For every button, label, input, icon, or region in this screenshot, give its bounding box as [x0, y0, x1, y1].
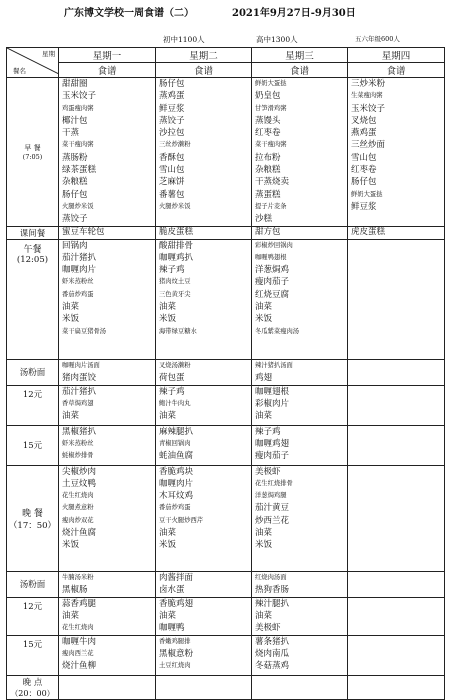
sub-header-wed: 食谱 — [252, 63, 348, 78]
dish-item: 油菜 — [62, 302, 80, 313]
dish-item: 红烧肉汤面 — [255, 573, 287, 581]
dish-item: 香脆鸡块 — [159, 466, 194, 477]
dinner-15-label: 15元 — [7, 635, 59, 675]
dish-item: 土豆红烧肉 — [159, 662, 191, 670]
dinner-soup-thu — [348, 571, 445, 597]
dish-item: 菜干扁豆猪骨汤 — [62, 327, 107, 335]
dinner-thu — [348, 465, 445, 571]
dish-item: 番茄炒鸡蛋 — [159, 504, 191, 512]
dish-item: 洋葱焗鸡腿 — [255, 492, 287, 500]
dinner-soup-tue — [156, 571, 252, 597]
snack-mon: 蜜豆车轮包 — [59, 226, 156, 239]
lunch-12-row — [7, 385, 445, 425]
breakfast-time: (7:05) — [22, 152, 43, 161]
dinner-label — [7, 465, 59, 571]
dish-item: 酸甜排骨 — [159, 240, 194, 251]
dish-item: 冬菇蒸鸡 — [255, 661, 290, 672]
dish-item: 猪肉炆土豆 — [159, 278, 191, 286]
dish-item: 叉烧汤濑粉 — [159, 361, 191, 369]
dish-item: 咖喱牛肉 — [62, 636, 97, 647]
day-wed: 星期三 — [252, 48, 348, 63]
breakfast-thu — [348, 78, 445, 227]
lunch-soup-label: 汤粉面 — [7, 359, 59, 385]
dinner-soup-row — [7, 571, 445, 597]
lunch-15-mon — [59, 425, 156, 465]
dish-item: 生菜瘦肉粥 — [351, 92, 383, 100]
dinner-15-mon — [59, 635, 156, 675]
dish-item: 油菜 — [159, 302, 177, 313]
dish-item: 虾米蒸粉丝 — [62, 439, 94, 447]
dish-item: 牛腩汤米粉 — [62, 573, 94, 581]
dish-item: 米饭 — [62, 540, 80, 551]
dish-item: 薯条猪扒 — [255, 636, 290, 647]
dish-item: 杂粮糕 — [62, 177, 88, 188]
dish-item: 花生红烧排骨 — [255, 479, 293, 487]
dish-item: 油菜 — [159, 411, 177, 422]
dish-item: 香草焗鸡翅 — [62, 399, 94, 407]
dish-item: 提子片麦条 — [255, 202, 287, 210]
dish-item: 蒸蛋糕 — [255, 189, 281, 200]
lunch-15-thu — [348, 425, 445, 465]
dish-item: 菜干瘦肉粥 — [255, 141, 287, 149]
dish-item: 咖喱鸡扒 — [159, 252, 194, 263]
dish-item: 鲜豆浆 — [159, 103, 185, 114]
dish-item: 沙糕 — [255, 214, 273, 225]
dish-item: 菜干瘦肉粥 — [62, 141, 94, 149]
dish-item: 米饭 — [255, 540, 273, 551]
lunch-12-label: 12元 — [7, 385, 59, 425]
dish-item: 油菜 — [255, 302, 273, 313]
night-tue — [156, 675, 252, 699]
dish-item: 辣子鸡 — [159, 386, 185, 397]
lunch-soup-tue — [156, 359, 252, 385]
dinner-tue — [156, 465, 252, 571]
lunch-title: 午餐 — [23, 244, 42, 255]
dish-item: 蒸馒头 — [255, 115, 281, 126]
dish-item: 辣子鸡 — [255, 426, 281, 437]
dish-item: 番茄炒鸡蛋 — [62, 290, 94, 298]
dish-item: 蚝油鱼腐 — [159, 451, 194, 462]
lunch-12-thu — [348, 385, 445, 425]
dinner-soup-label: 汤粉面 — [7, 571, 59, 597]
dinner-12-label: 12元 — [7, 597, 59, 635]
lunch-label — [7, 239, 59, 359]
dish-item: 三丝炒面 — [351, 140, 386, 151]
dish-item: 鲍汁牛肉丸 — [159, 399, 191, 407]
dish-item: 土豆炆鸭 — [62, 478, 97, 489]
dish-item: 红枣卷 — [351, 165, 377, 176]
dish-item: 蚝椒炒排骨 — [62, 452, 94, 460]
dish-item: 尖椒炒肉 — [62, 466, 97, 477]
night-wed — [252, 675, 348, 699]
school-menu-title: 广东博文学校一周食谱（二） — [64, 8, 194, 19]
dish-item: 豆干火腿炒西芹 — [159, 516, 204, 524]
lunch-row — [7, 239, 445, 359]
dish-item: 猪肉蛋饺 — [62, 372, 97, 383]
dish-item: 玉米饺子 — [351, 103, 386, 114]
dish-item: 鲜奶大蛋挞 — [255, 80, 287, 87]
dish-item: 番薯包 — [159, 189, 185, 200]
dish-item: 干蒸烧卖 — [255, 177, 290, 188]
dish-item: 鸡蛋瘦肉粥 — [62, 104, 94, 112]
lunch-12-mon — [59, 385, 156, 425]
dish-item: 米饭 — [159, 314, 177, 325]
dinner-12-wed — [252, 597, 348, 635]
dinner-time: （17：50） — [8, 520, 57, 531]
dinner-wed — [252, 465, 348, 571]
lunch-12-tue — [156, 385, 252, 425]
sub-header-mon: 食谱 — [59, 63, 156, 78]
dish-item: 肠仔包 — [62, 189, 88, 200]
dish-item: 火腿煮意粉 — [62, 504, 94, 512]
dinner-12-mon — [59, 597, 156, 635]
dish-item: 甜甜圈 — [62, 79, 88, 89]
snack-wed: 甜方包 — [252, 226, 348, 239]
dish-item: 青椒回锅肉 — [159, 439, 191, 447]
lunch-15-tue — [156, 425, 252, 465]
dish-item: 油菜 — [62, 411, 80, 422]
night-title: 晚 点 — [22, 677, 43, 688]
lunch-soup-row — [7, 359, 445, 385]
dish-item: 油菜 — [255, 411, 273, 422]
lunch-15-wed — [252, 425, 348, 465]
dish-item: 油菜 — [159, 610, 177, 621]
dinner-title: 晚 餐 — [22, 508, 43, 519]
dish-item: 麻辣腿扒 — [159, 426, 194, 437]
count-primary: 五六年级600人 — [355, 35, 400, 43]
sub-header-tue: 食谱 — [156, 63, 252, 78]
lunch-soup-wed — [252, 359, 348, 385]
dish-item: 洋葱焗鸡 — [255, 265, 290, 276]
dish-item: 烧汁鱼柳 — [62, 661, 97, 672]
dish-item: 黑椒意粉 — [159, 648, 194, 659]
lunch-15-label: 15元 — [7, 425, 59, 465]
dish-item: 芝麻饼 — [159, 177, 185, 188]
dish-item: 卤水蛋 — [159, 584, 185, 595]
snack-thu: 虎皮蛋糕 — [348, 226, 445, 239]
dish-item: 米饭 — [159, 540, 177, 551]
dish-item: 三色黄牙尖 — [159, 290, 191, 298]
day-thu: 星期四 — [348, 48, 445, 63]
dish-item: 彩椒炒回锅肉 — [255, 241, 293, 249]
dish-item: 冬瓜紫菜瘦肉汤 — [255, 327, 300, 335]
dish-item: 咖喱鸭翅根 — [255, 253, 287, 261]
dish-item: 辣汁腿扒 — [255, 598, 290, 609]
dinner-15-wed — [252, 635, 348, 675]
lunch-soup-thu — [348, 359, 445, 385]
lunch-tue — [156, 239, 252, 359]
dish-item: 美极虾 — [255, 466, 281, 477]
corner-header — [7, 48, 59, 78]
dish-item: 香脆鸡翅 — [159, 598, 194, 609]
dish-item: 奶皇包 — [255, 91, 281, 102]
dish-item: 瘦肉炒双花 — [62, 516, 94, 524]
dish-item: 花生红烧肉 — [62, 624, 94, 632]
dish-item: 辣子鸡 — [159, 265, 185, 276]
dish-item: 回锅肉 — [62, 240, 88, 251]
dish-item: 红枣卷 — [255, 128, 281, 139]
snack-row — [7, 226, 445, 239]
date-range: 2021年9月27日-9月30日 — [232, 8, 356, 19]
dish-item: 烧汁鱼腐 — [62, 528, 97, 539]
lunch-15-row — [7, 425, 445, 465]
title-bar — [0, 4, 450, 18]
lunch-soup-mon — [59, 359, 156, 385]
dish-item: 杂粮糕 — [255, 165, 281, 176]
dish-item: 蒸肠粉 — [62, 152, 88, 163]
lunch-12-wed — [252, 385, 348, 425]
breakfast-label — [7, 78, 59, 227]
dish-item: 雪山包 — [351, 152, 377, 163]
dish-item: 木耳炆鸡 — [159, 491, 194, 502]
breakfast-wed — [252, 78, 348, 227]
dish-item: 香酥包 — [159, 152, 185, 163]
dish-item: 三炒米粉 — [351, 79, 386, 89]
dish-item: 咖喱鸭 — [159, 623, 185, 634]
breakfast-row — [7, 78, 445, 227]
dish-item: 虾米蒸粉丝 — [62, 278, 94, 286]
dish-item: 油菜 — [255, 528, 273, 539]
breakfast-tue — [156, 78, 252, 227]
dish-item: 咖喱鸡翅 — [255, 438, 290, 449]
dinner-12-row — [7, 597, 445, 635]
night-label — [7, 675, 59, 699]
dish-item: 拉布粉 — [255, 152, 281, 163]
dinner-15-thu — [348, 635, 445, 675]
dinner-15-tue — [156, 635, 252, 675]
dish-item: 三丝炒濑粉 — [159, 141, 191, 149]
dish-item: 玉米饺子 — [62, 91, 97, 102]
dish-item: 叉烧包 — [351, 115, 377, 126]
dish-item: 荷包蛋 — [159, 372, 185, 383]
lunch-mon — [59, 239, 156, 359]
night-mon — [59, 675, 156, 699]
dinner-12-thu — [348, 597, 445, 635]
dish-item: 咖喱肉片 — [159, 478, 194, 489]
dish-item: 瘦肉西兰花 — [62, 649, 94, 657]
dish-item: 黑椒肠 — [62, 584, 88, 595]
dinner-row — [7, 465, 445, 571]
dish-item: 瘦肉茄子 — [255, 277, 290, 288]
dish-item: 雪山包 — [159, 165, 185, 176]
dish-item: 甘笋滑鸡粥 — [255, 104, 287, 112]
dish-item: 咖喱肉片汤面 — [62, 361, 100, 369]
snack-label: 课间餐 — [7, 226, 59, 239]
dish-item: 绿茶蛋糕 — [62, 165, 97, 176]
dinner-soup-mon — [59, 571, 156, 597]
dish-item: 黑椒猪扒 — [62, 426, 97, 437]
corner-day-label: 星期 — [42, 50, 55, 58]
breakfast-mon — [59, 78, 156, 227]
count-junior: 初中1100人 — [163, 35, 205, 44]
lunch-time: (12:05) — [16, 254, 49, 265]
dish-item: 蒸饺子 — [159, 115, 185, 126]
day-header-row — [7, 48, 445, 63]
dish-item: 香嫩鸡腿排 — [159, 637, 191, 645]
dish-item: 茄汁猪扒 — [62, 252, 97, 263]
lunch-thu — [348, 239, 445, 359]
dish-item: 鲜豆浆 — [351, 201, 377, 212]
sub-header-row — [7, 63, 445, 78]
dish-item: 肠仔包 — [159, 79, 185, 89]
dinner-mon — [59, 465, 156, 571]
dish-item: 炒西兰花 — [255, 515, 290, 526]
night-thu — [348, 675, 445, 699]
dish-item: 烧肉南瓜 — [255, 648, 290, 659]
dish-item: 辣汁猪扒汤面 — [255, 361, 293, 369]
dish-item: 海带绿豆糖水 — [159, 327, 197, 335]
dish-item: 红烧豆腐 — [255, 289, 290, 300]
dinner-15-row — [7, 635, 445, 675]
snack-tue: 脆皮蛋糕 — [156, 226, 252, 239]
count-senior: 高中1300人 — [256, 35, 298, 44]
dish-item: 火腿炒米饭 — [62, 202, 94, 210]
sub-header-thu: 食谱 — [348, 63, 445, 78]
dish-item: 咖喱翅根 — [255, 386, 290, 397]
dish-item: 米饭 — [62, 314, 80, 325]
dish-item: 彩椒肉片 — [255, 398, 290, 409]
night-row — [7, 675, 445, 699]
weekly-menu-table — [6, 47, 445, 700]
day-tue: 星期二 — [156, 48, 252, 63]
dish-item: 热狗香肠 — [255, 584, 290, 595]
dish-item: 茄汁黄豆 — [255, 503, 290, 514]
dish-item: 油菜 — [159, 528, 177, 539]
dish-item: 火腿炒米饭 — [159, 202, 191, 210]
dish-item: 蒸饺子 — [62, 214, 88, 225]
dinner-12-tue — [156, 597, 252, 635]
dinner-soup-wed — [252, 571, 348, 597]
day-mon: 星期一 — [59, 48, 156, 63]
dish-item: 肉酱拌面 — [159, 572, 194, 583]
dish-item: 蒜香鸡腿 — [62, 598, 97, 609]
dish-item: 干蒸 — [62, 128, 80, 139]
dish-item: 油菜 — [62, 610, 80, 621]
dish-item: 椰汁包 — [62, 115, 88, 126]
dish-item: 油菜 — [255, 610, 273, 621]
dish-item: 蒸鸡蛋 — [159, 91, 185, 102]
dish-item: 茄汁猪扒 — [62, 386, 97, 397]
lunch-wed — [252, 239, 348, 359]
night-time: （20：00） — [10, 688, 55, 698]
breakfast-title: 早 餐 — [24, 143, 41, 152]
dish-item: 燕鸡蛋 — [351, 128, 377, 139]
headcount-row — [0, 34, 450, 46]
dish-item: 鸡翅 — [255, 372, 273, 383]
dish-item: 美极虾 — [255, 623, 281, 634]
dish-item: 咖喱肉片 — [62, 265, 97, 276]
dish-item: 瘦肉茄子 — [255, 451, 290, 462]
dish-item: 花生红烧肉 — [62, 492, 94, 500]
dish-item: 肠仔包 — [351, 177, 377, 188]
corner-meal-label: 餐名 — [13, 67, 26, 75]
dish-item: 米饭 — [255, 314, 273, 325]
dish-item: 沙拉包 — [159, 128, 185, 139]
dish-item: 鲜奶大蛋挞 — [351, 190, 383, 198]
